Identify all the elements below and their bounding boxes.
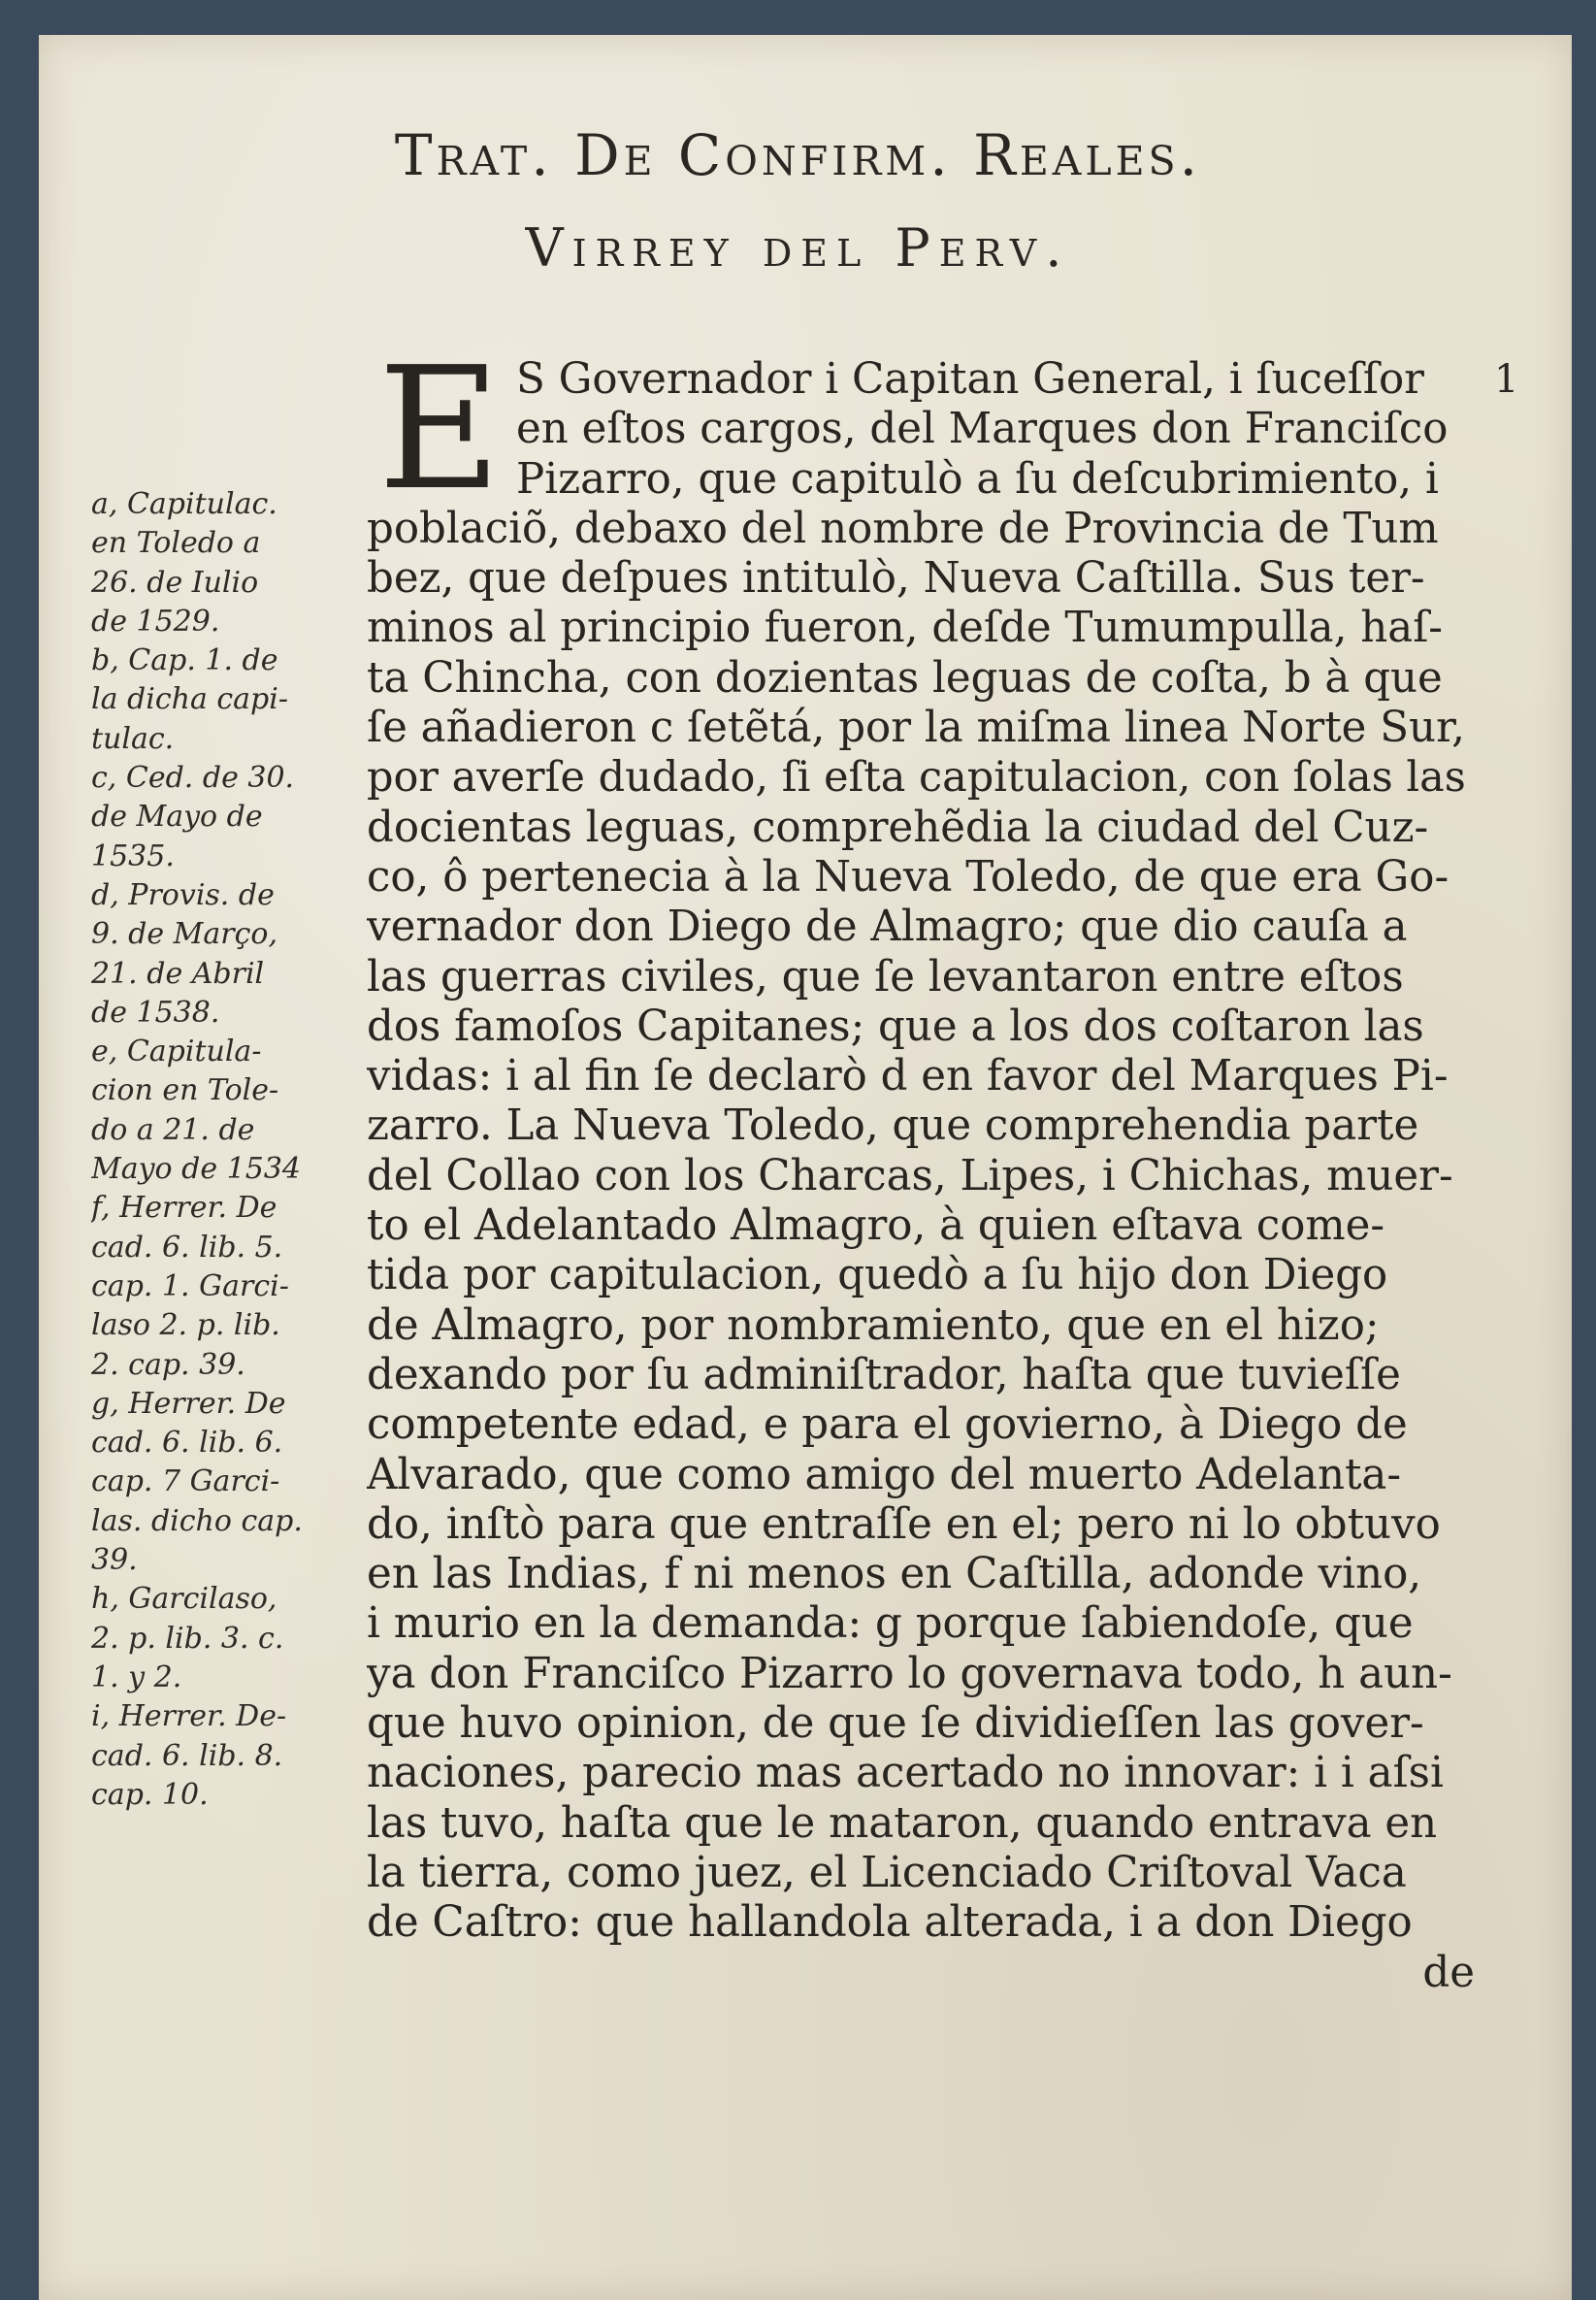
text-line: que huvo opinion, de que ſe dividieſſen las gover- [367, 1699, 1424, 1749]
text-line: las tuvo, haſta que le mataron, quando entrava en [367, 1798, 1438, 1848]
margin-note-line: 1. y 2. [91, 1659, 182, 1694]
text-line: de Almagro, por nombramiento, que en el hizo; [367, 1300, 1380, 1350]
margin-note-line: tulac. [91, 721, 175, 756]
margin-note-line: a, Capitulac. [91, 487, 277, 521]
text-line: las guerras civiles, que ſe levantaron entre eſtos [367, 952, 1404, 1002]
margin-note-line: 21. de Abril [91, 956, 265, 991]
margin-note-line: d, Provis. de [91, 877, 275, 912]
text-line: tida por capitulacion, quedò a ſu hijo don Diego [367, 1251, 1388, 1300]
margin-note-line: b, Cap. 1. de [91, 643, 278, 678]
text-line: docientas leguas, comprehẽdia la ciudad del Cuz- [367, 803, 1429, 852]
text-line: to el Adelantado Almagro, à quien eſtava come- [367, 1201, 1385, 1251]
margin-note-line: f, Herrer. De [91, 1191, 277, 1226]
catchword: de [1422, 1948, 1475, 1997]
text-line: competente edad, e para el govierno, à Diego de [367, 1400, 1408, 1450]
running-title: Trat. De Confirm. Reales. [394, 122, 1202, 188]
text-line: co, ô pertenecia à la Nueva Toledo, de que era Go- [367, 852, 1449, 902]
margin-note-line: e, Capitula- [91, 1035, 262, 1069]
margin-note-line: cad. 6. lib. 6. [91, 1426, 283, 1461]
text-line: minos al principio fueron, deſde Tumumpulla, haſ- [367, 604, 1443, 653]
margin-note-line: cap. 10. [91, 1777, 209, 1812]
text-line: por averſe dudado, ſi eſta capitulacion, con ſolas las [367, 753, 1466, 803]
margin-note-line: 26. de Iulio [91, 565, 259, 600]
margin-note-line: c, Ced. de 30. [91, 761, 295, 796]
text-line: poblaciõ, debaxo del nombre de Provincia de Tum [367, 504, 1439, 553]
margin-note-line: la dicha capi- [91, 682, 288, 717]
text-line: de Caſtro: que hallandola alterada, i a don Diego [367, 1898, 1413, 1948]
text-line: en las Indias, f ni menos en Caſtilla, adonde vino, [367, 1550, 1422, 1599]
text-line: del Collao con los Charcas, Lipes, i Chichas, muer- [367, 1151, 1453, 1200]
text-line: en eſtos cargos, del Marques don Franciſco [516, 405, 1449, 454]
text-line: vernador don Diego de Almagro; que dio cauſa a [367, 903, 1408, 952]
main-text-block [367, 331, 1475, 1998]
text-line: zarro. La Nueva Toledo, que comprehendia parte [367, 1101, 1419, 1151]
margin-notes [91, 485, 382, 1815]
margin-note-line: cion en Tole- [91, 1073, 279, 1108]
margin-note-line: de 1529. [91, 604, 220, 639]
text-line: dexando por ſu adminiſtrador, haſta que tuvieſſe [367, 1350, 1401, 1399]
margin-note-line: 1535. [91, 838, 175, 873]
margin-note-line: g, Herrer. De [91, 1386, 286, 1421]
margin-note-line: do a 21. de [91, 1112, 255, 1147]
text-line: vidas: i al fin ſe declarò d en favor del Marques Pi- [367, 1052, 1449, 1101]
text-line: Pizarro, que capitulò a ſu deſcubrimiento, i [516, 454, 1439, 504]
drop-cap: E [377, 331, 502, 528]
text-line: la tierra, como juez, el Licenciado Criſtoval Vaca [367, 1848, 1407, 1897]
margin-note-line: 2. cap. 39. [91, 1347, 245, 1382]
text-line: naciones, parecio mas acertado no innovar: i i aſsi [367, 1749, 1444, 1798]
paragraph-number: 1 [1494, 357, 1519, 402]
margin-note-line: cap. 7 Garci- [91, 1464, 280, 1499]
text-line: bez, que deſpues intitulò, Nueva Caſtilla. Sus ter- [367, 554, 1425, 604]
margin-note-line: cad. 6. lib. 5. [91, 1230, 283, 1265]
text-line: ſe añadieron c ſetẽtá, por la miſma linea Norte Sur, [367, 704, 1465, 753]
text-line: Alvarado, que como amigo del muerto Adelanta- [367, 1450, 1402, 1499]
text-line: S Governador i Capitan General, i ſuceſſor [516, 355, 1424, 404]
text-line: dos famoſos Capitanes; que a los dos coſtaron las [367, 1002, 1424, 1051]
margin-note-line: 2. p. lib. 3. c. [91, 1621, 284, 1656]
margin-note-line: cad. 6. lib. 8. [91, 1738, 283, 1773]
margin-note-line: i, Herrer. De- [91, 1699, 287, 1734]
margin-note-line: laso 2. p. lib. [91, 1308, 280, 1343]
margin-note-line: 39. [91, 1543, 138, 1578]
margin-note-line: cap. 1. Garci- [91, 1268, 289, 1303]
text-line: i murio en la demanda: g porque ſabiendoſe, que [367, 1599, 1414, 1649]
margin-note-line: h, Garcilaso, [91, 1582, 277, 1617]
margin-note-line: Mayo de 1534 [91, 1152, 301, 1187]
margin-note-line: de Mayo de [91, 800, 263, 835]
section-title: Virrey del Perv. [525, 217, 1071, 279]
text-line: do, inſtò para que entraſſe en el; pero ni lo obtuvo [367, 1499, 1441, 1549]
text-line: ya don Franciſco Pizarro lo governava todo, h aun- [367, 1649, 1452, 1698]
margin-note-line: en Toledo a [91, 526, 261, 561]
margin-note-line: 9. de Março, [91, 917, 277, 952]
margin-note-line: de 1538. [91, 995, 220, 1030]
text-line: ta Chincha, con dozientas leguas de coſta, b à que [367, 653, 1443, 703]
margin-note-line: las. dicho cap. [91, 1503, 303, 1538]
